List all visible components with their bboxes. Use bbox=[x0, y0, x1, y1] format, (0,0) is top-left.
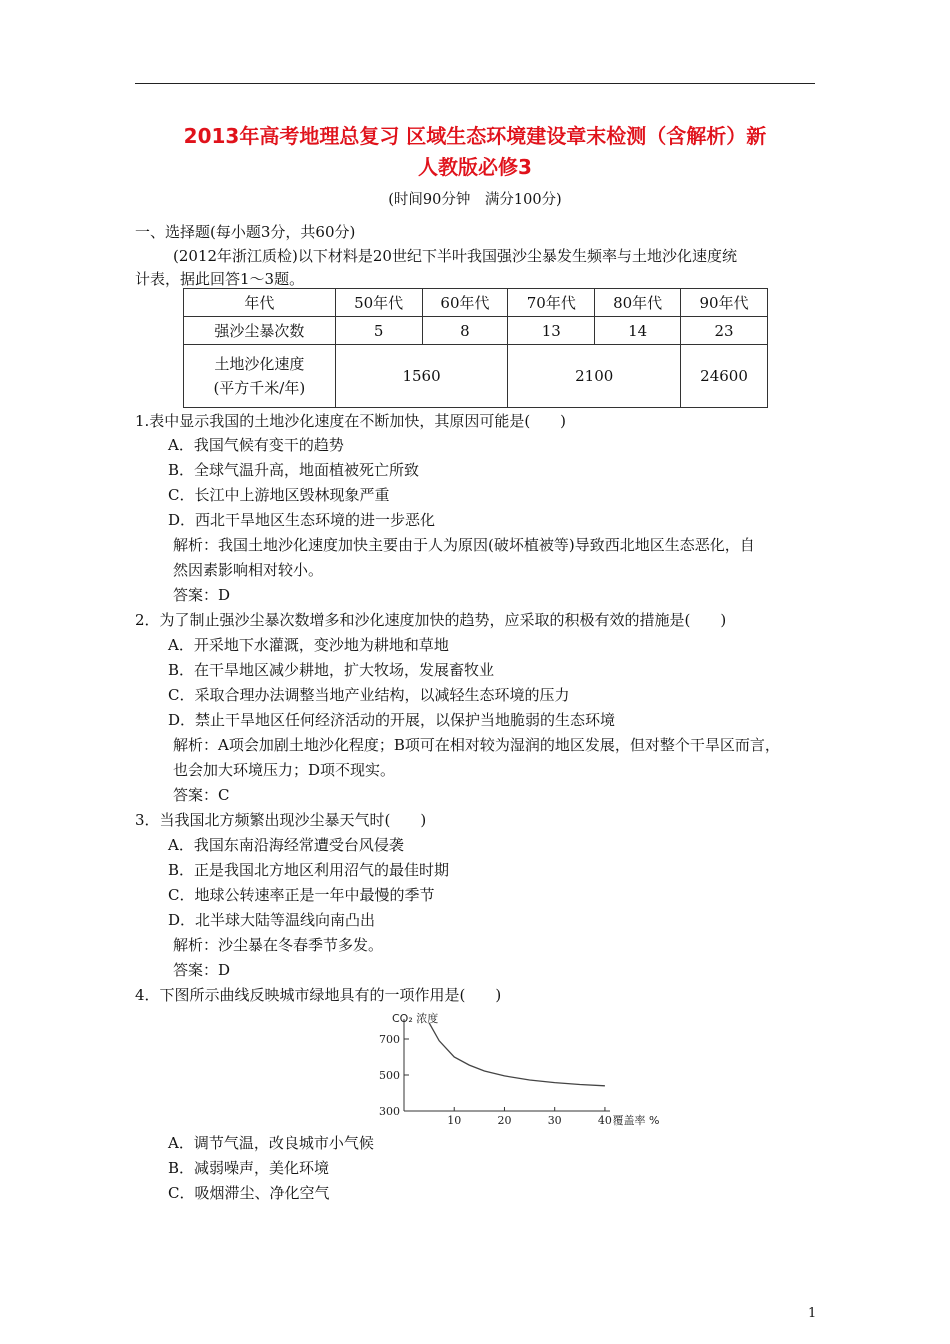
data-table bbox=[183, 288, 768, 408]
question-1-explanation-2: 然因素影响相对较小。 bbox=[173, 561, 324, 579]
section-heading: 一、选择题(每小题3分，共60分) bbox=[135, 223, 356, 241]
doc-title-line1: 2013年高考地理总复习 区域生态环境建设章末检测（含解析）新 bbox=[183, 124, 767, 148]
table-cell: 23 bbox=[681, 317, 768, 345]
y-tick-label: 500 bbox=[379, 1069, 400, 1082]
x-axis-label: 覆盖率 % bbox=[612, 1114, 660, 1127]
table-row-label: 强沙尘暴次数 bbox=[184, 317, 336, 345]
y-tick-label: 700 bbox=[379, 1033, 400, 1046]
question-1-stem: 1.表中显示我国的土地沙化速度在不断加快，其原因可能是( ) bbox=[135, 412, 567, 430]
chart-series bbox=[429, 1023, 605, 1086]
question-4-stem: 4．下图所示曲线反映城市绿地具有的一项作用是( ) bbox=[135, 986, 502, 1004]
question-2-stem: 2．为了制止强沙尘暴次数增多和沙化速度加快的趋势，应采取的积极有效的措施是( ) bbox=[135, 611, 727, 629]
intro-text-1: (2012年浙江质检)以下材料是20世纪下半叶我国强沙尘暴发生频率与土地沙化速度统 bbox=[173, 247, 737, 265]
question-1-option-d: D．西北干旱地区生态环境的进一步恶化 bbox=[168, 511, 436, 529]
table-header-cell: 90年代 bbox=[681, 289, 768, 317]
question-2-explanation-1: 解析：A项会加剧土地沙化程度；B项可在相对较为湿润的地区发展，但对整个干旱区而言， bbox=[173, 736, 780, 754]
table-row-label-unit: (平方千米/年) bbox=[213, 379, 306, 397]
question-3-answer: 答案：D bbox=[173, 961, 231, 979]
header-rule bbox=[135, 83, 815, 84]
question-1-option-a: A．我国气候有变干的趋势 bbox=[168, 436, 344, 454]
x-tick-label: 30 bbox=[547, 1114, 562, 1127]
intro-text-2: 计表，据此回答1～3题。 bbox=[135, 270, 305, 288]
question-4-option-c: C．吸烟滞尘、净化空气 bbox=[168, 1184, 330, 1202]
doc-subtitle: (时间90分钟 满分100分) bbox=[388, 192, 562, 208]
y-tick-label: 300 bbox=[379, 1105, 400, 1118]
question-3-option-a: A．我国东南沿海经常遭受台风侵袭 bbox=[168, 836, 404, 854]
table-cell: 13 bbox=[508, 317, 595, 345]
question-2-option-b: B．在干旱地区减少耕地，扩大牧场，发展畜牧业 bbox=[168, 661, 495, 679]
table-cell: 8 bbox=[422, 317, 508, 345]
question-2-option-c: C．采取合理办法调整当地产业结构，以减轻生态环境的压力 bbox=[168, 686, 570, 704]
question-4-option-b: B．减弱噪声，美化环境 bbox=[168, 1159, 330, 1177]
table-row-label-main: 土地沙化速度 bbox=[214, 355, 305, 373]
table-header-cell: 年代 bbox=[184, 289, 336, 317]
question-4-option-a: A．调节气温，改良城市小气候 bbox=[168, 1134, 374, 1152]
table-header-cell: 50年代 bbox=[335, 289, 422, 317]
table-header-cell: 80年代 bbox=[595, 289, 681, 317]
question-2-answer: 答案：C bbox=[173, 786, 230, 804]
table-cell: 5 bbox=[335, 317, 422, 345]
page-number: 1 bbox=[808, 1306, 817, 1321]
doc-title-line2: 人教版必修3 bbox=[418, 155, 532, 179]
table-row bbox=[184, 345, 768, 408]
x-tick-label: 10 bbox=[447, 1114, 462, 1127]
table-cell: 24600 bbox=[681, 345, 768, 408]
table-row bbox=[184, 317, 768, 345]
question-1-option-b: B．全球气温升高，地面植被死亡所致 bbox=[168, 461, 420, 479]
table-cell: 14 bbox=[595, 317, 681, 345]
table-row-label bbox=[184, 345, 336, 408]
table-header-cell: 60年代 bbox=[422, 289, 508, 317]
question-1-answer: 答案：D bbox=[173, 586, 231, 604]
question-1-option-c: C．长江中上游地区毁林现象严重 bbox=[168, 486, 390, 504]
table-cell: 1560 bbox=[335, 345, 508, 408]
x-tick-label: 20 bbox=[497, 1114, 512, 1127]
y-axis-label: CO₂ 浓度 bbox=[392, 1012, 439, 1025]
x-tick-label: 40 bbox=[597, 1114, 612, 1127]
chart-ticks bbox=[379, 1033, 612, 1127]
question-2-option-d: D．禁止干旱地区任何经济活动的开展，以保护当地脆弱的生态环境 bbox=[168, 711, 616, 729]
co2-curve bbox=[429, 1023, 605, 1086]
question-2-explanation-2: 也会加大环境压力；D项不现实。 bbox=[173, 761, 396, 779]
question-2-option-a: A．开采地下水灌溉，变沙地为耕地和草地 bbox=[168, 636, 449, 654]
table-cell: 2100 bbox=[508, 345, 681, 408]
table-row bbox=[184, 289, 768, 317]
question-3-option-d: D．北半球大陆等温线向南凸出 bbox=[168, 911, 376, 929]
question-3-option-b: B．正是我国北方地区利用沼气的最佳时期 bbox=[168, 861, 450, 879]
question-3-stem: 3．当我国北方频繁出现沙尘暴天气时( ) bbox=[135, 811, 427, 829]
question-1-explanation-1: 解析：我国土地沙化速度加快主要由于人为原因(破坏植被等)导致西北地区生态恶化，自 bbox=[173, 536, 755, 554]
question-3-option-c: C．地球公转速率正是一年中最慢的季节 bbox=[168, 886, 435, 904]
co2-coverage-chart bbox=[340, 1010, 660, 1127]
table-header-cell: 70年代 bbox=[508, 289, 595, 317]
question-3-explanation: 解析：沙尘暴在冬春季节多发。 bbox=[173, 936, 384, 954]
